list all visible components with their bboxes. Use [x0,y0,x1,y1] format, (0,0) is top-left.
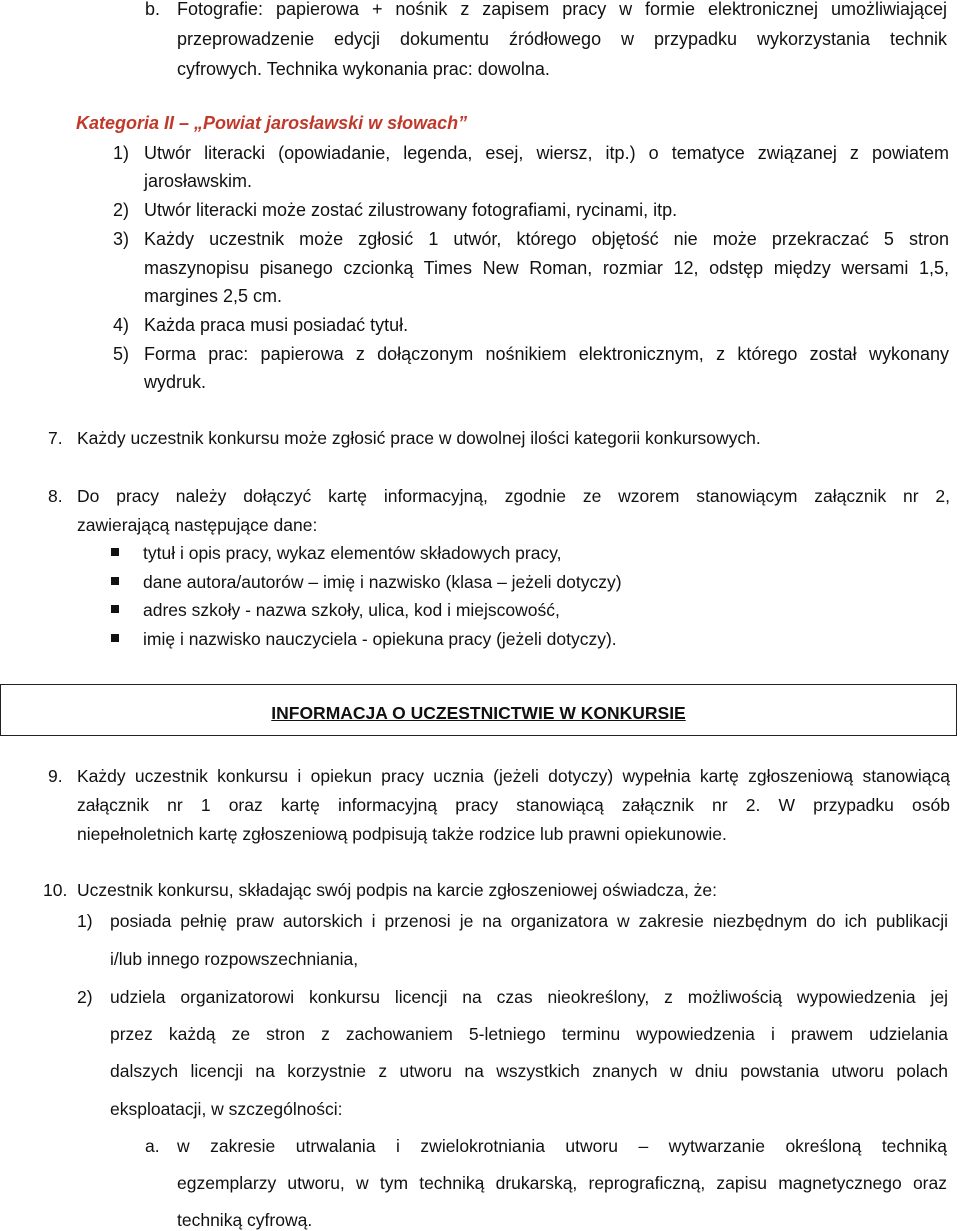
list-item-text: eksploatacji, w szczególności: [110,1099,343,1119]
list-item-text: i/lub innego rozpowszechniania, [110,949,359,969]
list-item-text: dalszych licencji na korzystnie z utworu na wszystkich znanych w dniu powstania utworu polach [110,1061,948,1081]
bullet-item: dane autora/autorów – imię i nazwisko (klasa – jeżeli dotyczy) [143,572,622,592]
list-item-text: maszynopisu pisanego czcionką Times New Roman, rozmiar 12, odstęp między wersami 1,5, [144,258,949,278]
list-number: 2) [77,987,93,1007]
paragraph-line: Fotografie: papierowa + nośnik z zapisem pracy w formie elektronicznej umożliwiającej [177,0,947,19]
paragraph-number: 9. [48,766,63,786]
bullet-square-icon [111,548,119,556]
list-marker-b: b. [145,0,161,19]
list-number: 4) [113,315,130,335]
list-number: 1) [113,143,130,163]
list-item-text: margines 2,5 cm. [144,286,283,306]
list-number: 2) [113,200,130,220]
category-heading: Kategoria II – „Powiat jarosławski w słowach” [76,113,468,133]
paragraph-text: załącznik nr 1 oraz kartę informacyjną pracy stanowiącą załącznik nr 2. W przypadku osób [77,795,950,815]
list-item-text: egzemplarzy utworu, w tym techniką drukarską, reprograficzną, zapisu magnetycznego oraz [177,1173,947,1193]
bullet-square-icon [111,605,119,613]
list-item-text: Każdy uczestnik może zgłosić 1 utwór, którego objętość nie może przekraczać 5 stron [144,229,949,249]
paragraph-text: zawierającą następujące dane: [77,515,318,535]
paragraph-text: Uczestnik konkursu, składając swój podpis na karcie zgłoszeniowej oświadcza, że: [77,880,718,900]
list-item-text: udziela organizatorowi konkursu licencji na czas nieokreślony, z możliwością wypowiedzenia jej [110,987,948,1007]
list-item-text: jarosławskim. [144,171,253,191]
section-title: INFORMACJA O UCZESTNICTWIE W KONKURSIE [271,703,686,723]
paragraph-text: niepełnoletnich kartę zgłoszeniową podpisują także rodzice lub prawni opiekunowie. [77,824,727,844]
list-number: 1) [77,911,93,931]
section-title-box [0,684,957,736]
list-item-text: Forma prac: papierowa z dołączonym nośnikiem elektronicznym, z którego został wykonany [144,344,949,364]
paragraph-text: Każdy uczestnik konkursu może zgłosić prace w dowolnej ilości kategorii konkursowych. [77,428,761,448]
bullet-item: imię i nazwisko nauczyciela - opiekuna pracy (jeżeli dotyczy). [143,629,617,649]
bullet-item: tytuł i opis pracy, wykaz elementów składowych pracy, [143,543,562,563]
paragraph-line: cyfrowych. Technika wykonania prac: dowolna. [177,59,550,79]
paragraph-line: przeprowadzenie edycji dokumentu źródłowego w przypadku wykorzystania technik [177,29,947,49]
list-marker-a: a. [145,1136,160,1156]
bullet-square-icon [111,634,119,642]
list-item-text: Każda praca musi posiadać tytuł. [144,315,409,335]
list-item-text: techniką cyfrową. [177,1210,313,1230]
list-item-text: posiada pełnię praw autorskich i przenosi je na organizatora w zakresie niezbędnym do ich publikacji [110,911,948,931]
paragraph-number: 7. [48,428,63,448]
paragraph-number: 10. [43,880,68,900]
bullet-square-icon [111,577,119,585]
list-item-text: przez każdą ze stron z zachowaniem 5-letniego terminu wypowiedzenia i prawem udzielania [110,1024,948,1044]
paragraph-text: Do pracy należy dołączyć kartę informacyjną, zgodnie ze wzorem stanowiącym załącznik nr 2, [77,486,950,506]
paragraph-text: Każdy uczestnik konkursu i opiekun pracy ucznia (jeżeli dotyczy) wypełnia kartę zgłoszeniową stanowiącą [77,766,950,786]
list-number: 3) [113,229,130,249]
list-item-text: wydruk. [144,372,207,392]
list-item-text: w zakresie utrwalania i zwielokrotniania utworu – wytwarzanie określoną techniką [177,1136,947,1156]
list-number: 5) [113,344,130,364]
paragraph-number: 8. [48,486,63,506]
list-item-text: Utwór literacki (opowiadanie, legenda, esej, wiersz, itp.) o tematyce związanej z powiatem [144,143,949,163]
list-item-text: Utwór literacki może zostać zilustrowany fotografiami, rycinami, itp. [144,200,678,220]
bullet-item: adres szkoły - nazwa szkoły, ulica, kod i miejscowość, [143,600,560,620]
